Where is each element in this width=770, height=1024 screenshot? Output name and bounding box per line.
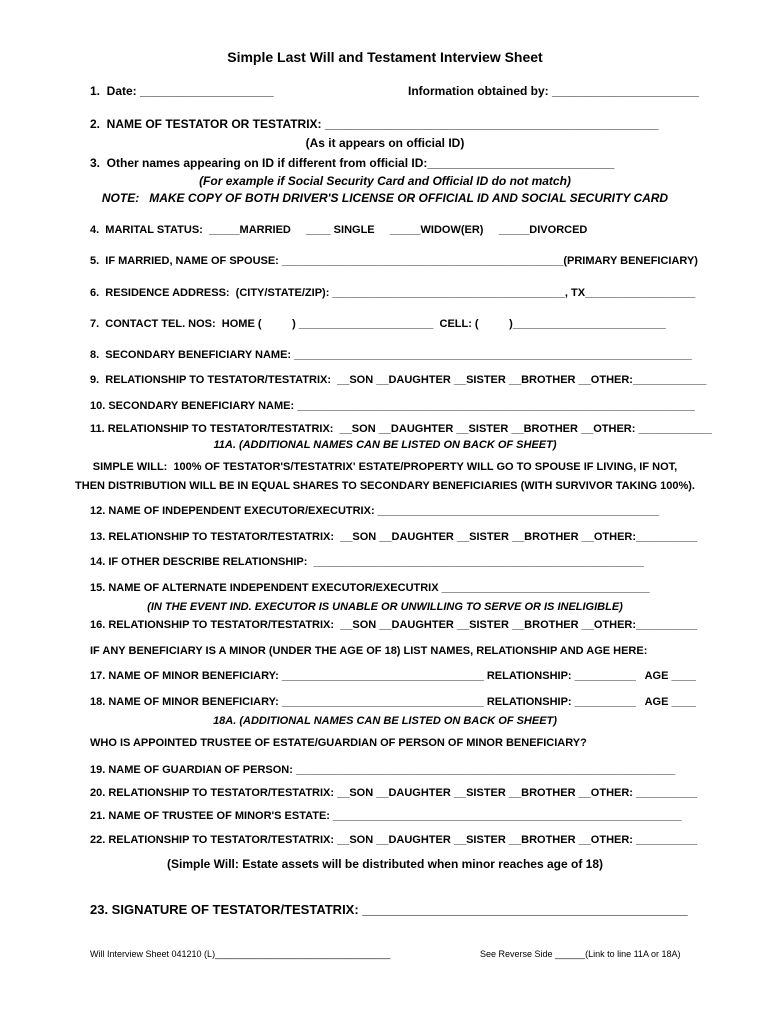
relationship-field-22[interactable]: 22. RELATIONSHIP TO TESTATOR/TESTATRIX: __SON __DAUGHTER __SISTER __BROTHER __OTHER: __________ — [90, 834, 698, 846]
executor-name-field[interactable]: 12. NAME OF INDEPENDENT EXECUTOR/EXECUTRIX: ______________________________________________ — [90, 505, 660, 517]
copy-id-note: NOTE: MAKE COPY OF BOTH DRIVER'S LICENSE OR OFFICIAL ID AND SOCIAL SECURITY CARD — [101, 191, 669, 205]
additional-names-note-18a: 18A. (ADDITIONAL NAMES CAN BE LISTED ON BACK OF SHEET) — [213, 715, 557, 727]
secondary-beneficiary-name-field[interactable]: 8. SECONDARY BENEFICIARY NAME: _________________________________________________________________ — [90, 349, 692, 361]
information-obtained-by-field[interactable]: Information obtained by: ______________________ — [408, 84, 699, 98]
secondary-beneficiary-name-field-2[interactable]: 10. SECONDARY BENEFICIARY NAME: _________________________________________________________________ — [90, 400, 695, 412]
relationship-field-20[interactable]: 20. RELATIONSHIP TO TESTATOR/TESTATRIX: __SON __DAUGHTER __SISTER __BROTHER __OTHER: __________ — [90, 787, 698, 799]
minor-beneficiary-heading: IF ANY BENEFICIARY IS A MINOR (UNDER THE AGE OF 18) LIST NAMES, RELATIONSHIP AND AGE HERE: — [90, 645, 648, 657]
other-relationship-field[interactable]: 14. IF OTHER DESCRIBE RELATIONSHIP: ______________________________________________________ — [90, 556, 644, 568]
date-field[interactable]: 1. Date: ____________________ — [90, 84, 274, 98]
official-id-note: (As it appears on official ID) — [305, 136, 465, 150]
additional-names-note-11a: 11A. (ADDITIONAL NAMES CAN BE LISTED ON BACK OF SHEET) — [213, 439, 557, 451]
alternate-executor-note: (IN THE EVENT IND. EXECUTOR IS UNABLE OR UNWILLING TO SERVE OR IS INELIGIBLE) — [147, 601, 623, 613]
page-title: Simple Last Will and Testament Interview Sheet — [227, 49, 543, 65]
testator-name-field[interactable]: 2. NAME OF TESTATOR OR TESTATRIX: __________________________________________________ — [90, 117, 659, 131]
example-note: (For example if Social Security Card and Official ID do not match) — [199, 174, 571, 188]
residence-address-field[interactable]: 6. RESIDENCE ADDRESS: (CITY/STATE/ZIP): ______________________________________, TX__________________ — [90, 287, 696, 299]
minor-beneficiary-field-18[interactable]: 18. NAME OF MINOR BENEFICIARY: _________________________________ RELATIONSHIP: __________ AGE ____ — [90, 696, 696, 708]
marital-status-field[interactable]: 4. MARITAL STATUS: _____MARRIED ____ SINGLE _____WIDOW(ER) _____DIVORCED — [90, 224, 588, 236]
trustee-name-field[interactable]: 21. NAME OF TRUSTEE OF MINOR'S ESTATE: _________________________________________________________ — [90, 810, 682, 822]
relationship-field-16[interactable]: 16. RELATIONSHIP TO TESTATOR/TESTATRIX: __SON __DAUGHTER __SISTER __BROTHER __OTHER:__________ — [90, 619, 698, 631]
trustee-question: WHO IS APPOINTED TRUSTEE OF ESTATE/GUARDIAN OF PERSON OF MINOR BENEFICIARY? — [90, 737, 587, 749]
simple-will-statement-1: SIMPLE WILL: 100% OF TESTATOR'S/TESTATRIX' ESTATE/PROPERTY WILL GO TO SPOUSE IF LIVING, IF NOT, — [92, 461, 678, 473]
footer-left: Will Interview Sheet 041210 (L)___________________________________ — [90, 949, 391, 959]
minor-beneficiary-field-17[interactable]: 17. NAME OF MINOR BENEFICIARY: _________________________________ RELATIONSHIP: __________ AGE ____ — [90, 670, 696, 682]
simple-will-statement-2: THEN DISTRIBUTION WILL BE IN EQUAL SHARES TO SECONDARY BENEFICIARIES (WITH SURVIVOR TAKING 100%). — [75, 480, 695, 492]
alternate-executor-field[interactable]: 15. NAME OF ALTERNATE INDEPENDENT EXECUTOR/EXECUTRIX __________________________________ — [90, 582, 650, 594]
contact-phone-field[interactable]: 7. CONTACT TEL. NOS: HOME ( ) ______________________ CELL: ( )_________________________ — [90, 318, 666, 330]
signature-field[interactable]: 23. SIGNATURE OF TESTATOR/TESTATRIX: _____________________________________________ — [90, 902, 688, 917]
spouse-name-field[interactable]: 5. IF MARRIED, NAME OF SPOUSE: ______________________________________________(PRIMARY BENEFICIARY) — [90, 255, 698, 267]
relationship-field-11[interactable]: 11. RELATIONSHIP TO TESTATOR/TESTATRIX: __SON __DAUGHTER __SISTER __BROTHER __OTHER: ____________ — [90, 423, 712, 435]
guardian-name-field[interactable]: 19. NAME OF GUARDIAN OF PERSON: ______________________________________________________________ — [90, 764, 676, 776]
footer-right: See Reverse Side ______(Link to line 11A or 18A) — [480, 949, 681, 959]
simple-will-distribution-note: (Simple Will: Estate assets will be distributed when minor reaches age of 18) — [166, 857, 603, 871]
other-names-field[interactable]: 3. Other names appearing on ID if different from official ID:____________________________ — [90, 156, 615, 170]
relationship-field-9[interactable]: 9. RELATIONSHIP TO TESTATOR/TESTATRIX: __SON __DAUGHTER __SISTER __BROTHER __OTHER:____________ — [90, 374, 707, 386]
relationship-field-13[interactable]: 13. RELATIONSHIP TO TESTATOR/TESTATRIX: __SON __DAUGHTER __SISTER __BROTHER __OTHER:__________ — [90, 531, 698, 543]
